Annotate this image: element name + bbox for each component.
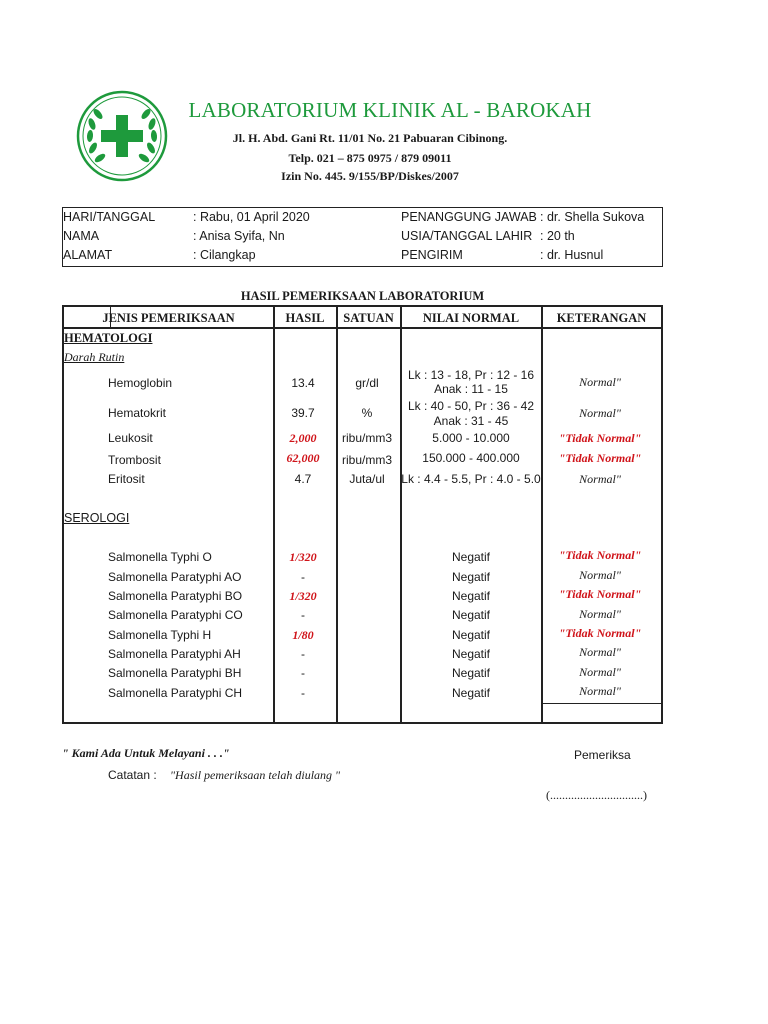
test-note: "Tidak Normal" bbox=[558, 548, 642, 562]
test-name: Leukosit bbox=[108, 431, 153, 445]
clinic-address: Jl. H. Abd. Gani Rt. 11/01 No. 21 Pabuaran Cibinong. bbox=[232, 131, 508, 145]
test-result: - bbox=[301, 686, 305, 700]
penanggung-jawab-label: PENANGGUNG JAWAB bbox=[401, 210, 537, 224]
test-note: "Tidak Normal" bbox=[558, 587, 642, 601]
test-normal-range: Negatif bbox=[451, 550, 491, 564]
test-result: 1/80 bbox=[292, 628, 314, 642]
test-note: Normal" bbox=[579, 568, 621, 582]
subsection-darah-rutin: Darah Rutin bbox=[64, 350, 125, 364]
hari-value: : Rabu, 01 April 2020 bbox=[193, 210, 310, 224]
test-name: Hematokrit bbox=[108, 406, 167, 420]
test-unit: gr/dl bbox=[355, 376, 379, 390]
test-normal-range: Negatif bbox=[451, 647, 491, 661]
test-note: Normal" bbox=[579, 406, 621, 420]
test-result: 1/320 bbox=[289, 589, 317, 603]
col-header-keterangan: KETERANGAN bbox=[556, 311, 647, 325]
test-result: - bbox=[301, 608, 305, 622]
test-normal-range: Lk : 4.4 - 5.5, Pr : 4.0 - 5.0 bbox=[401, 472, 541, 486]
test-name: Hemoglobin bbox=[108, 376, 173, 390]
col-header-hasil: HASIL bbox=[285, 311, 325, 325]
test-normal-range: Lk : 13 - 18, Pr : 12 - 16 bbox=[407, 368, 535, 382]
col-header-jenis: JENIS PEMERIKSAAN bbox=[102, 311, 235, 325]
ket-extra-line bbox=[541, 703, 663, 704]
usia-value: : 20 th bbox=[540, 229, 575, 243]
clinic-motto: " Kami Ada Untuk Melayani . . ." bbox=[62, 746, 230, 760]
test-name: Salmonella Paratyphi CH bbox=[108, 686, 243, 700]
test-note: "Tidak Normal" bbox=[558, 626, 642, 640]
pengirim-value: : dr. Husnul bbox=[540, 248, 604, 262]
test-note: "Tidak Normal" bbox=[558, 431, 642, 445]
test-normal-range: Negatif bbox=[451, 628, 491, 642]
test-note: Normal" bbox=[579, 607, 621, 621]
nama-value: : Anisa Syifa, Nn bbox=[193, 229, 285, 243]
col-line-4 bbox=[541, 305, 543, 723]
test-name: Salmonella Paratyphi CO bbox=[108, 608, 243, 622]
test-result: 4.7 bbox=[294, 472, 312, 486]
test-result: 1/320 bbox=[289, 550, 317, 564]
test-normal-range: 5.000 - 10.000 bbox=[432, 431, 510, 445]
table-top-border bbox=[62, 305, 663, 307]
results-title: HASIL PEMERIKSAAN LABORATORIUM bbox=[240, 289, 485, 303]
test-normal-range: Negatif bbox=[451, 686, 491, 700]
nama-label: NAMA bbox=[63, 229, 100, 243]
clinic-license: Izin No. 445. 9/155/BP/Diskes/2007 bbox=[281, 169, 459, 183]
test-unit: % bbox=[361, 406, 373, 420]
catatan-value: "Hasil pemeriksaan telah diulang " bbox=[170, 768, 341, 782]
test-normal-range: Lk : 40 - 50, Pr : 36 - 42 bbox=[407, 399, 535, 413]
test-unit: Juta/ul bbox=[349, 472, 385, 486]
test-name: Salmonella Paratyphi BH bbox=[108, 666, 242, 680]
test-note: Normal" bbox=[579, 472, 621, 486]
clinic-logo bbox=[76, 90, 168, 182]
section-hematologi: HEMATOLOGI bbox=[64, 331, 153, 345]
test-result: - bbox=[301, 666, 305, 680]
test-note: "Tidak Normal" bbox=[558, 451, 642, 465]
table-header-border bbox=[62, 327, 663, 329]
pengirim-label: PENGIRIM bbox=[401, 248, 463, 262]
test-name: Eritosit bbox=[108, 472, 145, 486]
col-line-5 bbox=[661, 305, 663, 723]
test-name: Salmonella Typhi H bbox=[108, 628, 212, 642]
test-name: Salmonella Paratyphi AH bbox=[108, 647, 241, 661]
test-note: Normal" bbox=[579, 375, 621, 389]
test-result: - bbox=[301, 647, 305, 661]
test-result: 2,000 bbox=[289, 431, 317, 445]
catatan-label: Catatan : bbox=[108, 768, 157, 782]
test-unit: ribu/mm3 bbox=[341, 431, 392, 445]
section-serologi: SEROLOGI bbox=[64, 511, 130, 525]
test-unit: ribu/mm3 bbox=[341, 453, 392, 467]
test-normal-range: Negatif bbox=[451, 608, 491, 622]
test-normal-range: Negatif bbox=[451, 589, 491, 603]
table-bottom-border bbox=[62, 722, 663, 724]
test-normal-range: Negatif bbox=[451, 666, 491, 680]
penanggung-jawab-value: : dr. Shella Sukova bbox=[540, 210, 645, 224]
test-name: Trombosit bbox=[108, 453, 161, 467]
col-header-satuan: SATUAN bbox=[343, 311, 394, 325]
test-note: Normal" bbox=[579, 684, 621, 698]
col-header-nilai: NILAI NORMAL bbox=[422, 311, 520, 325]
patient-info-box bbox=[62, 207, 663, 267]
test-normal-range: 150.000 - 400.000 bbox=[422, 451, 520, 465]
test-name: Salmonella Paratyphi BO bbox=[108, 589, 243, 603]
test-note: Normal" bbox=[579, 645, 621, 659]
test-result: 62,000 bbox=[286, 451, 320, 465]
signature-line: (...............................) bbox=[546, 788, 647, 802]
test-result: 13.4 bbox=[291, 376, 315, 390]
alamat-label: ALAMAT bbox=[63, 248, 113, 262]
test-result: - bbox=[301, 570, 305, 584]
test-note: Normal" bbox=[579, 665, 621, 679]
test-normal-range-child: Anak : 11 - 15 bbox=[434, 382, 508, 396]
test-name: Salmonella Typhi O bbox=[108, 550, 212, 564]
test-result: 39.7 bbox=[291, 406, 315, 420]
clinic-title: LABORATORIUM KLINIK AL - BAROKAH bbox=[188, 98, 592, 122]
test-name: Salmonella Paratyphi AO bbox=[108, 570, 242, 584]
test-normal-range-child: Anak : 31 - 45 bbox=[433, 414, 509, 428]
alamat-value: : Cilangkap bbox=[193, 248, 256, 262]
hari-label: HARI/TANGGAL bbox=[63, 210, 156, 224]
usia-label: USIA/TANGGAL LAHIR bbox=[401, 229, 533, 243]
col-line-2 bbox=[336, 305, 338, 723]
test-normal-range: Negatif bbox=[451, 570, 491, 584]
pemeriksa-label: Pemeriksa bbox=[574, 748, 631, 762]
clinic-phone: Telp. 021 – 875 0975 / 879 09011 bbox=[288, 151, 452, 165]
